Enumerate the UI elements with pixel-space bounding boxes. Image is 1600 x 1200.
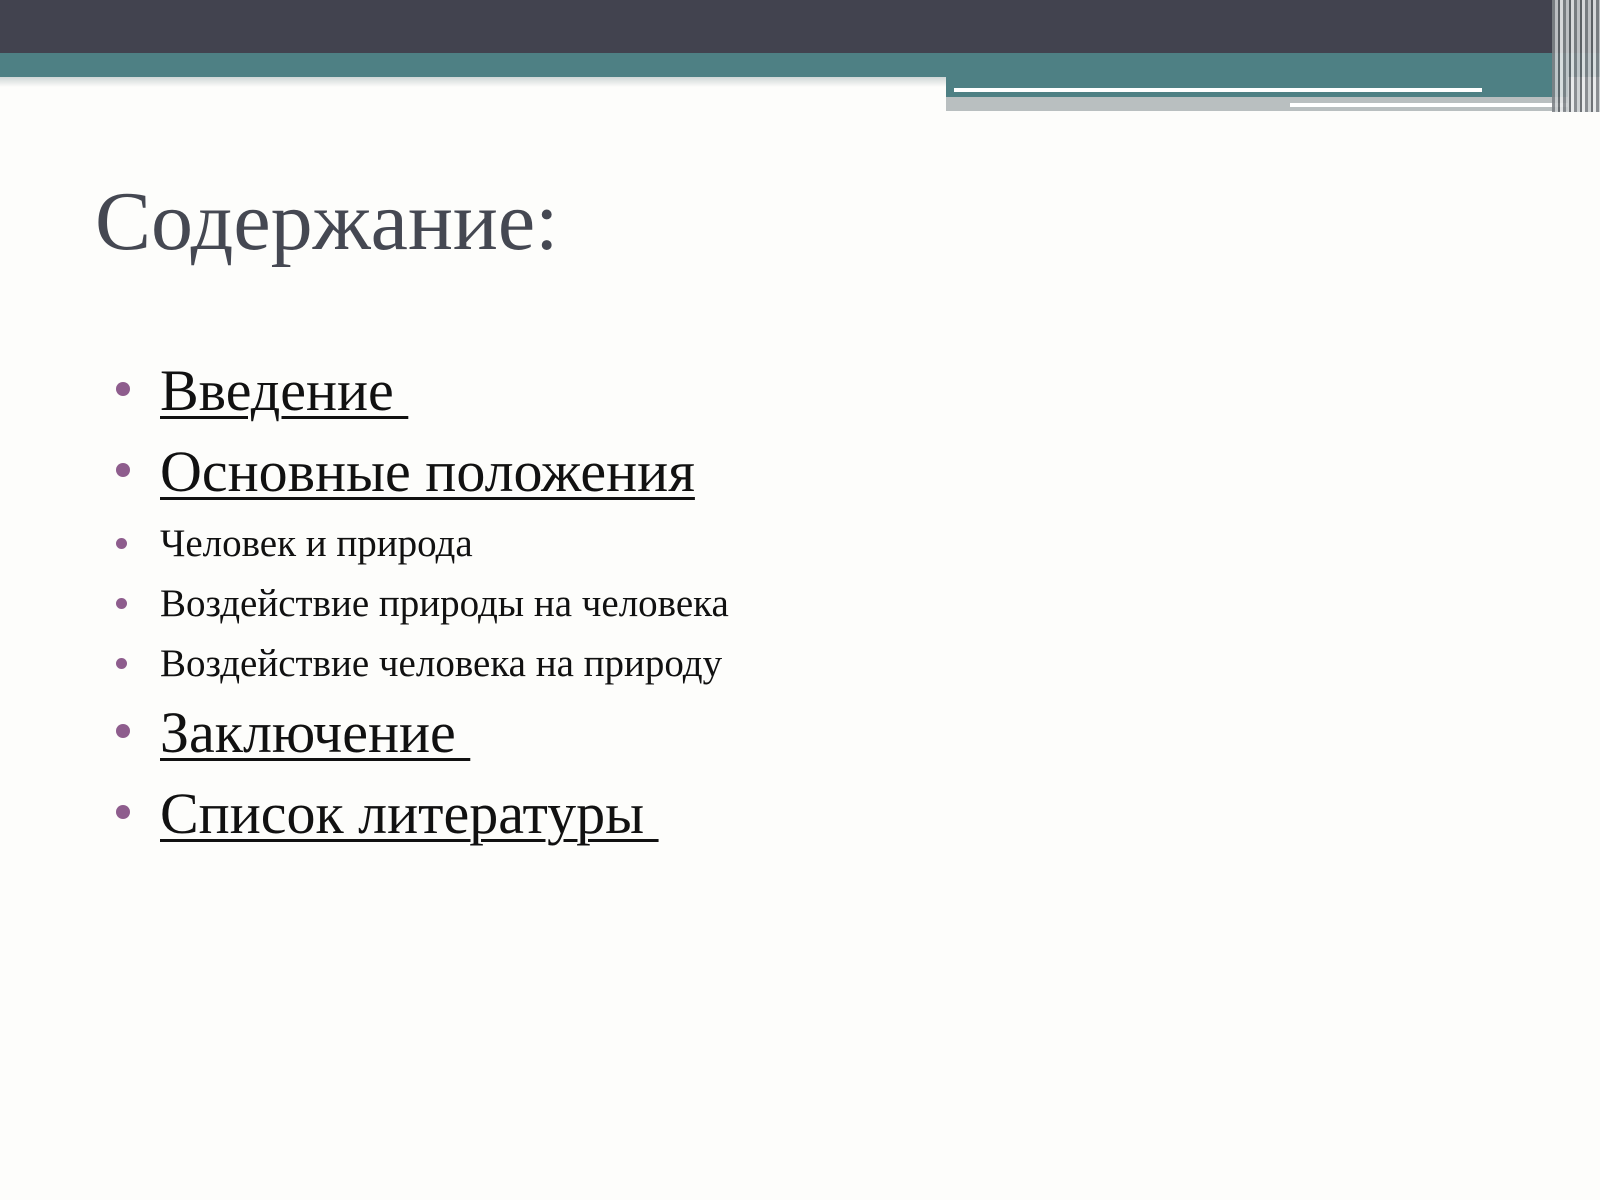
toc-link-introduction[interactable]: Введение — [160, 358, 409, 423]
slide-title: Содержание: — [95, 175, 559, 268]
toc-text-man-and-nature: Человек и природа — [160, 522, 473, 565]
header-teal-band-extension — [946, 77, 1568, 97]
header-teal-band — [0, 53, 1600, 77]
toc-item-man-impact-on-nature — [112, 640, 729, 700]
header-stripe-decoration — [1552, 0, 1600, 112]
toc-link-conclusion[interactable]: Заключение — [160, 700, 471, 765]
bullet-icon — [116, 805, 130, 819]
toc-item-introduction — [112, 358, 729, 439]
toc-item-main-provisions — [112, 439, 729, 520]
header-accent-line — [954, 88, 1482, 92]
toc-link-main-provisions[interactable]: Основные положения — [160, 439, 695, 504]
header-shadow — [0, 77, 946, 87]
toc-item-nature-impact-on-man — [112, 580, 729, 640]
header-accent-line — [1290, 103, 1568, 107]
toc-text-man-impact-on-nature: Воздействие человека на природу — [160, 642, 723, 685]
bullet-icon — [116, 724, 130, 738]
header-dark-band — [0, 0, 1600, 54]
bullet-icon — [116, 382, 130, 396]
toc-text-nature-impact-on-man: Воздействие природы на человека — [160, 582, 729, 625]
bullet-icon — [116, 658, 127, 669]
bullet-icon — [116, 463, 130, 477]
toc-item-bibliography — [112, 781, 729, 862]
toc-link-bibliography[interactable]: Список литературы — [160, 781, 659, 846]
toc-item-man-and-nature — [112, 520, 729, 580]
bullet-icon — [116, 538, 127, 549]
table-of-contents — [112, 358, 729, 862]
bullet-icon — [116, 598, 127, 609]
toc-item-conclusion — [112, 700, 729, 781]
